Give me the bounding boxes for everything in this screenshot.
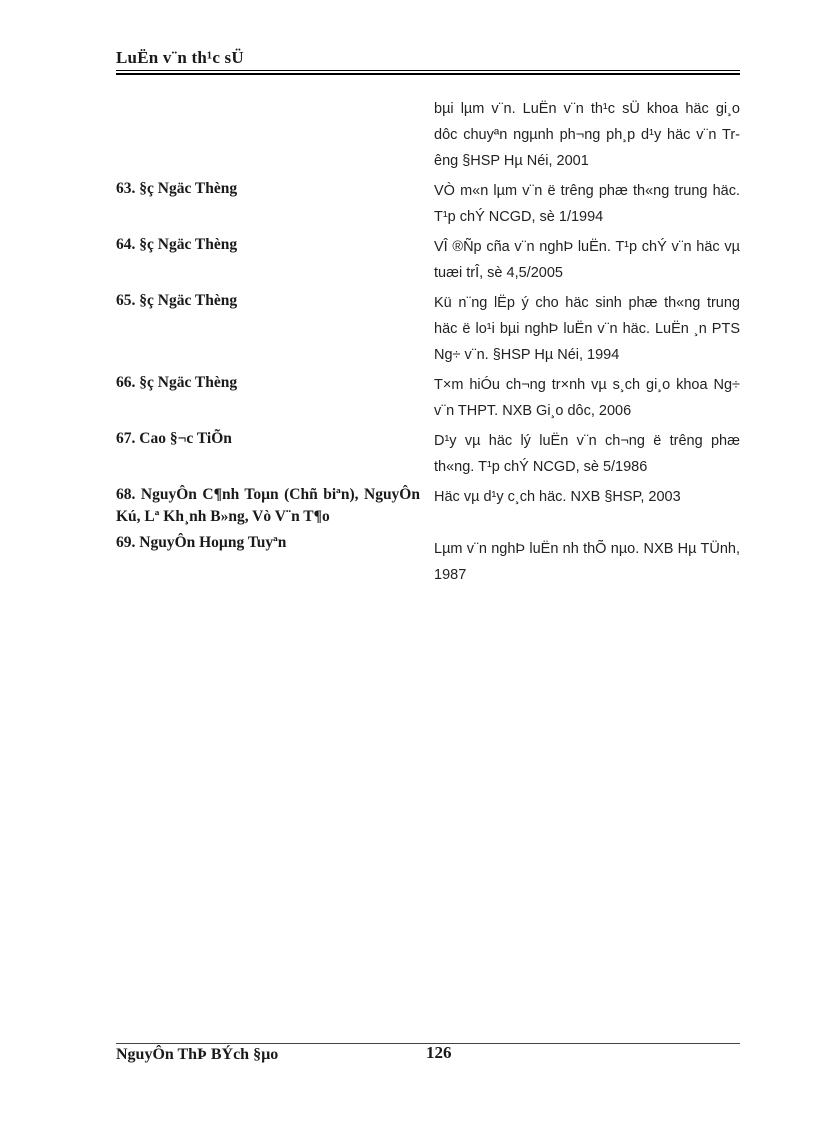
reference-entry <box>116 290 740 368</box>
reference-work: Kü n¨ng lËp ý cho häc sinh phæ th«ng trung häc ë lo¹i bµi nghÞ luËn v¨n häc. LuËn ¸n PTS Ng÷ v¨n. §HSP Hµ Néi, 1994 <box>434 295 740 363</box>
reference-author: 63. §ç Ngäc Thèng <box>116 180 238 197</box>
reference-work: Lµm v¨n nghÞ luËn nh thÕ nµo. NXB Hµ TÜnh, 1987 <box>434 541 740 583</box>
reference-list <box>116 96 740 592</box>
reference-entry <box>116 428 740 480</box>
header-rule-thin <box>116 70 740 71</box>
footer-author-name: NguyÔn ThÞ BÝch §µo <box>116 1046 279 1063</box>
page-number: 126 <box>426 1043 452 1062</box>
reference-author: 64. §ç Ngäc Thèng <box>116 236 238 253</box>
reference-author: 68. NguyÔn C¶nh Toµn (Chñ biªn), NguyÔn Kú, Lª Kh¸nh B»ng, Vò V¨n T¶o <box>116 486 420 525</box>
reference-work: VÒ m«n lµm v¨n ë trêng phæ th«ng trung häc. T¹p chÝ NCGD, sè 1/1994 <box>434 183 740 225</box>
reference-author: 69. NguyÔn Hoµng Tuyªn <box>116 534 287 551</box>
reference-author: 66. §ç Ngäc Thèng <box>116 374 238 391</box>
reference-entry <box>116 532 740 588</box>
reference-author: 65. §ç Ngäc Thèng <box>116 292 238 309</box>
reference-work: Häc vµ d¹y c¸ch häc. NXB §HSP, 2003 <box>434 489 681 505</box>
reference-work: bµi lµm v¨n. LuËn v¨n th¹c sÜ khoa häc gi¸o dôc chuyªn ngµnh ph¬ng ph¸p d¹y häc v¨n Trêng §HSP Hµ Néi, 2001 <box>434 101 740 169</box>
reference-entry <box>116 178 740 230</box>
reference-author <box>116 96 420 174</box>
running-header-title: LuËn v¨n th¹c sÜ <box>116 48 244 67</box>
reference-work: T×m hiÓu ch¬ng tr×nh vµ s¸ch gi¸o khoa Ng÷ v¨n THPT. NXB Gi¸o dôc, 2006 <box>434 377 740 419</box>
reference-entry <box>116 484 740 528</box>
reference-entry <box>116 96 740 174</box>
header-rule-thick <box>116 73 740 75</box>
reference-entry <box>116 234 740 286</box>
reference-entry <box>116 372 740 424</box>
reference-author: 67. Cao §¬c TiÕn <box>116 430 232 447</box>
reference-work: VÎ ®Ñp cña v¨n nghÞ luËn. T¹p chÝ v¨n häc vµ tuæi trÎ, sè 4,5/2005 <box>434 239 740 281</box>
reference-work: D¹y vµ häc lý luËn v¨n ch¬ng ë trêng phæ th«ng. T¹p chÝ NCGD, sè 5/1986 <box>434 433 740 475</box>
